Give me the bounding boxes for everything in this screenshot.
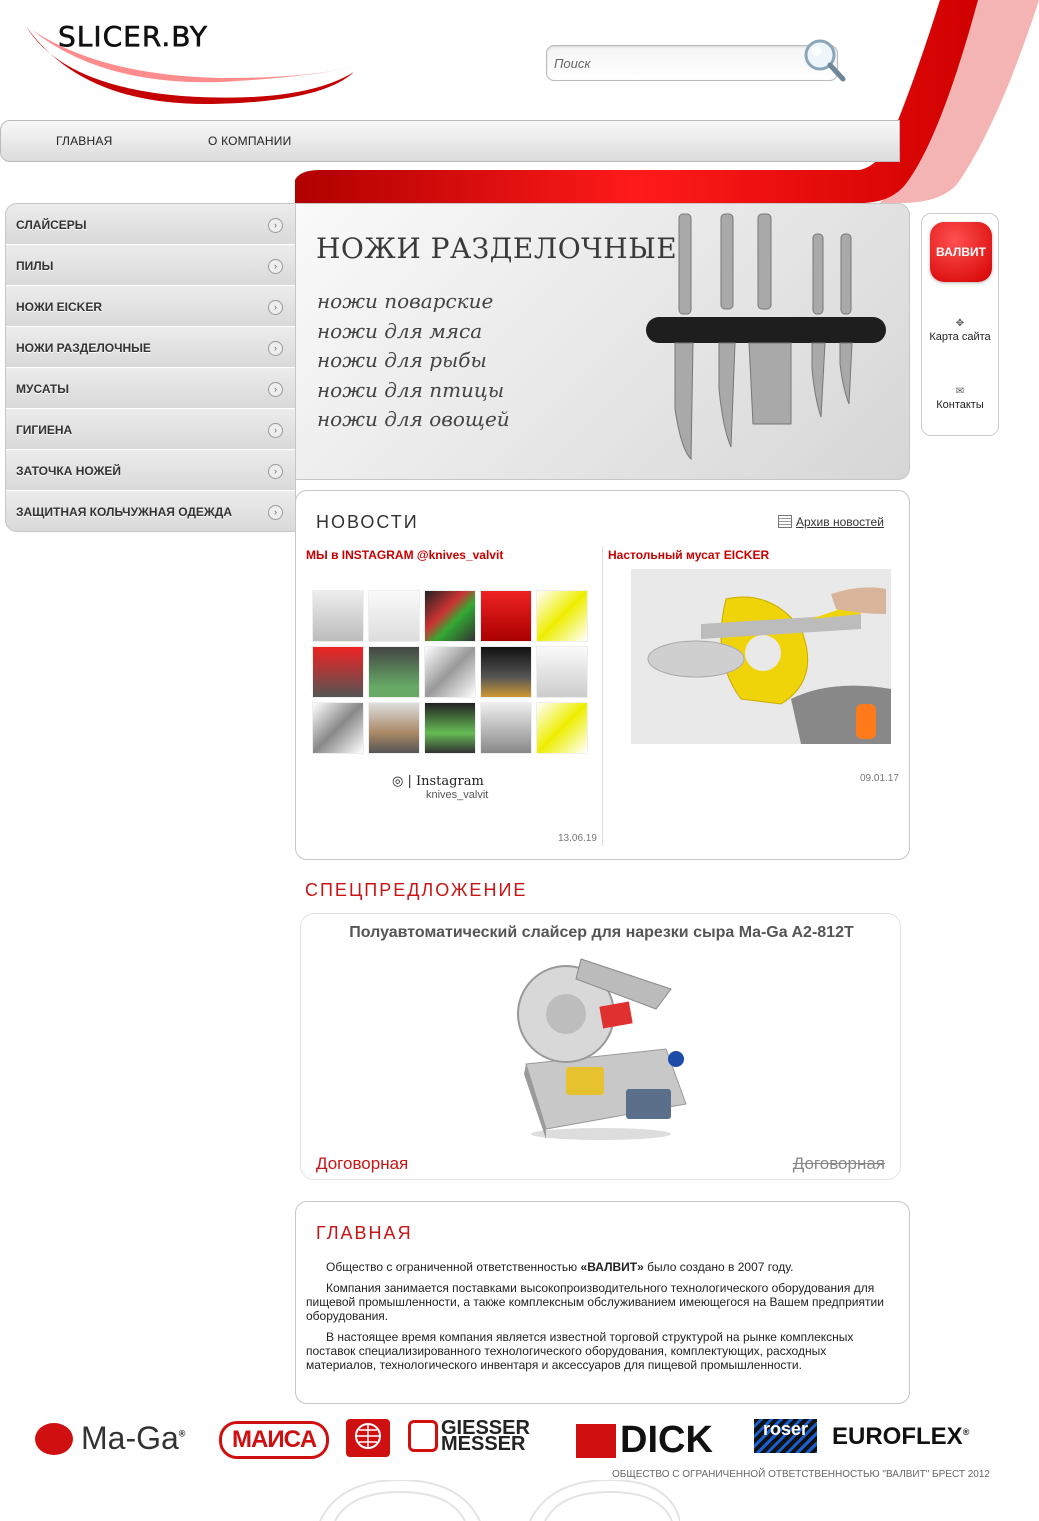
brand-logos — [30, 1415, 970, 1461]
sidebar-item-butcher-knives[interactable] — [6, 327, 295, 368]
envelope-icon: ✉ — [955, 386, 965, 397]
product-price: Договорная — [316, 1154, 409, 1173]
chevron-right-icon: › — [268, 341, 283, 356]
newspaper-icon — [778, 515, 792, 528]
news-date: 13.06.19 — [558, 833, 597, 844]
thumbnail — [424, 590, 476, 642]
brand-label: MESSER — [441, 1433, 526, 1455]
sidebar-item-label: МУСАТЫ — [16, 382, 69, 396]
news-eicker-image[interactable] — [631, 569, 891, 744]
banner-list-item: ножи для овощей — [317, 407, 510, 431]
instagram-caption-sub: knives_valvit — [426, 789, 489, 801]
quick-links-box — [921, 213, 999, 436]
sitemap-label: Карта сайта — [929, 331, 991, 343]
special-offer-title: СПЕЦПРЕДЛОЖЕНИЕ — [305, 880, 528, 900]
chevron-right-icon: › — [268, 300, 283, 315]
search-field-wrapper — [546, 45, 838, 81]
thumbnail — [368, 702, 420, 754]
news-item-title[interactable]: Настольный мусат EICKER — [608, 548, 770, 562]
news-panel — [295, 490, 910, 860]
brand-label: roser — [762, 1419, 809, 1439]
search-input[interactable] — [547, 46, 787, 80]
thumbnail — [312, 590, 364, 642]
sidebar-item-label: СЛАЙСЕРЫ — [16, 218, 87, 232]
sidebar-item-eicker-knives[interactable] — [6, 286, 295, 327]
news-archive-label: Архив новостей — [796, 515, 884, 529]
nav-about[interactable]: О КОМПАНИИ — [208, 134, 292, 148]
promo-banner[interactable] — [295, 203, 910, 480]
chevron-right-icon: › — [268, 505, 283, 520]
product-image[interactable] — [506, 949, 696, 1144]
footer-copyright: ОБЩЕСТВО С ОГРАНИЧЕННОЙ ОТВЕТСТВЕННОСТЬЮ "ВАЛВИТ" БРЕСТ 2012 — [612, 1469, 990, 1480]
about-paragraph: Компания занимается поставками высокопроизводительного технологического оборудования для пищевой промышленности, а также комплексным обслуживанием имеющегося на Вашем предприятии оборудования. — [306, 1281, 884, 1323]
chevron-right-icon: › — [268, 464, 283, 479]
site-logo[interactable] — [22, 16, 362, 108]
thumbnail — [480, 702, 532, 754]
thumbnail — [368, 590, 420, 642]
brand-label: Ma-Ga — [81, 1420, 179, 1456]
product-name[interactable]: Полуавтоматический слайсер для нарезки сыра Ma-Ga A2-812T — [349, 924, 854, 941]
logo-text: SLICER.BY — [58, 20, 209, 53]
thumbnail — [312, 702, 364, 754]
news-title: НОВОСТИ — [316, 512, 419, 532]
thumbnail — [368, 646, 420, 698]
instagram-caption: ◎ | Instagram knives_valvit — [392, 774, 489, 801]
giesser-logo-icon — [408, 1420, 438, 1452]
news-column-divider — [602, 546, 603, 846]
thumbnail — [312, 646, 364, 698]
sidebar-item-saws[interactable] — [6, 245, 295, 286]
sitemap-icon: ✥ — [955, 318, 965, 329]
sidebar-item-label: НОЖИ EICKER — [16, 300, 102, 314]
about-paragraph — [306, 1260, 896, 1274]
company-name: «ВАЛВИТ» — [580, 1260, 644, 1274]
special-offer-card[interactable] — [300, 913, 901, 1180]
brand-manca[interactable] — [219, 1421, 329, 1459]
news-date: 09.01.17 — [860, 773, 899, 784]
banner-list-item: ножи для птицы — [317, 377, 505, 402]
search-icon[interactable] — [800, 36, 848, 84]
sidebar-item-sharpening[interactable] — [6, 450, 295, 491]
banner-list — [317, 289, 510, 437]
contacts-link[interactable] — [922, 386, 998, 411]
thumbnail — [480, 590, 532, 642]
instagram-caption-main: Instagram — [416, 774, 484, 789]
thumbnail — [424, 702, 476, 754]
thumbnail — [536, 646, 588, 698]
banner-list-item: ножи для мяса — [317, 318, 483, 343]
banner-list-item: ножи для рыбы — [317, 348, 487, 372]
thumbnail — [536, 702, 588, 754]
instagram-icon: ◎ — [392, 774, 404, 789]
news-archive-link[interactable] — [778, 515, 884, 529]
brand-label: DICK — [620, 1419, 713, 1461]
chevron-right-icon: › — [268, 382, 283, 397]
brand-giesser[interactable] — [408, 1417, 530, 1455]
news-item-eicker — [608, 546, 769, 564]
chevron-right-icon: › — [268, 423, 283, 438]
sidebar-item-label: НОЖИ РАЗДЕЛОЧНЫЕ — [16, 341, 151, 355]
about-title: ГЛАВНАЯ — [316, 1223, 413, 1243]
sidebar-item-label: ПИЛЫ — [16, 259, 54, 273]
brand-label: MAИCA — [232, 1426, 317, 1453]
footer-decoration — [300, 1480, 680, 1521]
sidebar-item-chainmail[interactable] — [6, 491, 295, 532]
sidebar-item-label: ЗАЩИТНАЯ КОЛЬЧУЖНАЯ ОДЕЖДА — [16, 505, 232, 519]
about-text: было создано в 2007 году. — [643, 1260, 794, 1274]
thumbnail — [536, 590, 588, 642]
sidebar-item-label: ЗАТОЧКА НОЖЕЙ — [16, 464, 122, 478]
about-paragraph: В настоящее время компания является известной торговой структурой на рынке комплексных поставок специализированного технологического оборудования, комплектующих, расходных материалов, технологического инвентаря и аксессуаров для пищевой промышленности. — [306, 1330, 854, 1372]
sidebar-item-steels[interactable] — [6, 368, 295, 409]
top-navigation — [0, 120, 900, 162]
about-panel — [295, 1201, 910, 1404]
thumbnail — [424, 646, 476, 698]
contacts-label: Контакты — [936, 399, 984, 411]
sidebar-item-hygiene[interactable] — [6, 409, 295, 450]
dick-logo-icon — [576, 1424, 616, 1458]
sidebar-item-slicers[interactable] — [6, 204, 295, 245]
valvit-button[interactable]: ВАЛВИТ — [930, 222, 992, 282]
brand-label: EUROFLEX — [832, 1423, 963, 1450]
instagram-thumbnail-grid[interactable] — [312, 590, 594, 754]
sitemap-link[interactable] — [922, 318, 998, 343]
brand-dick[interactable] — [576, 1419, 713, 1462]
about-text: Общество с ограниченной ответственностью — [326, 1260, 581, 1274]
nav-home[interactable]: ГЛАВНАЯ — [56, 134, 113, 148]
banner-title: НОЖИ РАЗДЕЛОЧНЫЕ — [316, 232, 678, 265]
banner-list-item: ножи поварские — [317, 289, 494, 313]
product-old-price: Договорная — [792, 1154, 885, 1173]
news-item-title[interactable]: МЫ в INSTAGRAM @knives_valvit — [306, 548, 504, 562]
brand-label: GIESSER — [441, 1417, 530, 1439]
thumbnail — [480, 646, 532, 698]
category-menu — [5, 203, 296, 532]
brand-maga[interactable]: Ma-Ga® — [35, 1420, 185, 1457]
brand-eicker[interactable] — [346, 1419, 390, 1457]
chevron-right-icon: › — [268, 259, 283, 274]
globe-icon — [346, 1419, 390, 1457]
brand-roser[interactable] — [754, 1419, 817, 1453]
news-item-instagram — [306, 546, 503, 564]
sidebar-item-label: ГИГИЕНА — [16, 423, 73, 437]
maga-logo-icon — [35, 1423, 73, 1455]
chevron-right-icon: › — [268, 218, 283, 233]
brand-euroflex[interactable]: EUROFLEX® — [832, 1423, 970, 1450]
knife-rack-image — [641, 209, 891, 471]
